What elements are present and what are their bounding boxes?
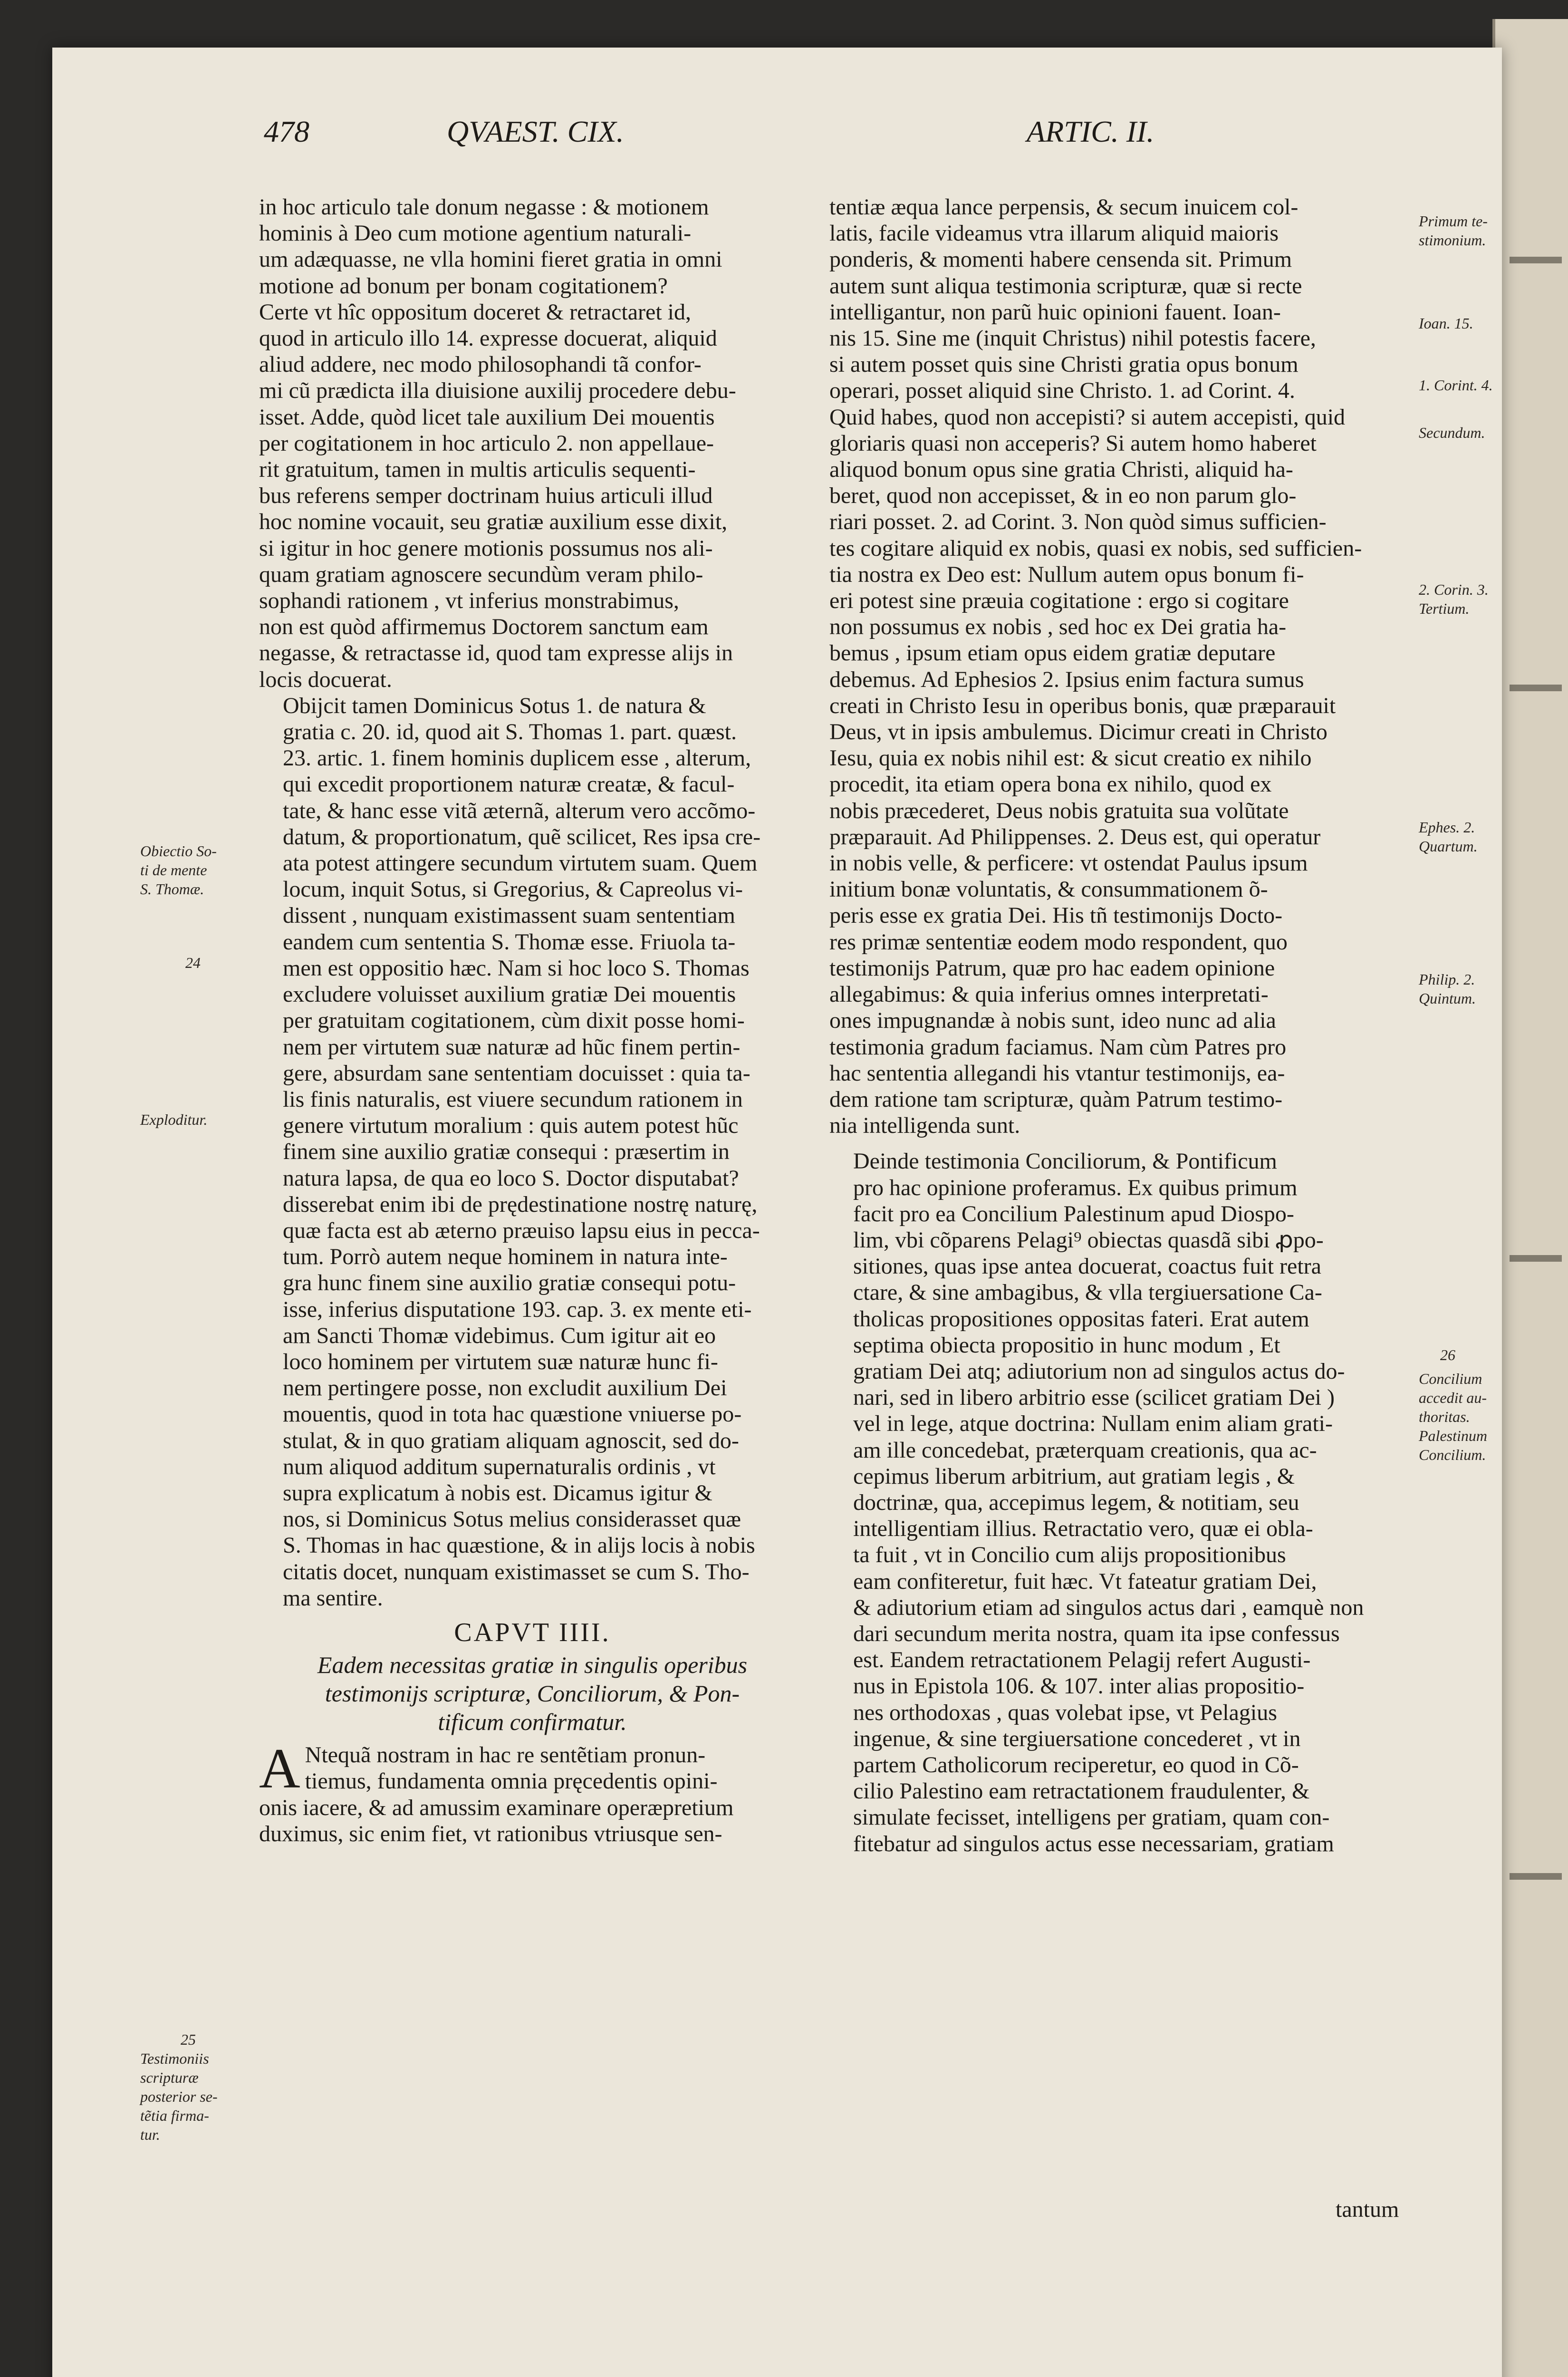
margin-note-primum: Primum te- stimonium. (1419, 213, 1488, 249)
margin-note-concilium: Concilium accedit au- thoritas. Palestinum Concilium. (1419, 1370, 1487, 1463)
margin-note-secundum: Secundum. (1419, 424, 1485, 441)
paragraph: A Ntequã nostram in hac re sentẽtiam pronun- tiemus, fundamenta omnia pręcedentis opini- onis iacere, & ad amussim examinare operæpretium duximus, sic enim fiet, vt rationibus vtriusque sen- (259, 1737, 734, 1846)
chapter-subtitle: Eadem necessitas gratiæ in singulis operibus testimonijs scripturæ, Conciliorum, & Pon- tificum confirmatur. (317, 1652, 748, 1736)
margin-note-ioan: Ioan. 15. (1419, 315, 1473, 332)
chapter-title: CAPVT IIII. (454, 1617, 611, 1647)
margin-note-objectio: Obiectio So- ti de mente S. Thomæ. (140, 842, 217, 898)
running-head-quaestio: QVAEST. CIX. (447, 115, 624, 148)
margin-note-corint: 1. Corint. 4. (1419, 377, 1493, 394)
margin-note-testimoniis: Testimoniis scripturæ posterior se- tẽtia firma- tur. (140, 2050, 218, 2143)
paragraph: Obijcit tamen Dominicus Sotus 1. de natura & gratia c. 20. id, quod ait S. Thomas 1. part. quæst. 23. artic. 1. finem hominis duplicem esse , alterum, qui excedit proportionem naturæ creatæ, & facul- tate, & hanc esse vitã æternã, alterum vero accõmo- datum, & proportionatum, quẽ scilicet, Res ipsa cre- ata potest attingere secundum virtutem suam. Quem locum, inquit Sotus, si Gregorius, & Capreolus vi- dissent , nunquam existimassent suam sententiam eandem cum sententia S. Thomæ esse. Friuola ta- men est oppositio hæc. Nam si hoc loco S. Thomas excludere voluisset auxilium gratiæ Dei mouentis per gratuitam cogitationem, cùm dixit posse homi- nem per virtutem suæ naturæ ad hũc finem pertin- gere, absurdam sane sententiam docuisset : quia ta- lis finis naturalis, est viuere secundum rationem in genere virtutum moralium : quis autem potest hũc finem sine auxilio gratiæ consequi : præsertim in natura lapsa, de qua eo loco S. Doctor disputabat? disserebat enim ibi de prędestinatione nostrę naturę, quæ facta est ab æterno præuiso lapsu eius in pecca- tum. Porrò autem neque hominem in natura inte- gra hunc finem sine auxilio gratiæ consequi potu- isse, inferius disputatione 193. cap. 3. ex mente eti- am Sancti Thomæ videbimus. Cum igitur ait eo loco hominem per virtutem suæ naturæ hunc fi- nem pertingere posse, non excludit auxilium Dei mouentis, quod in tota hac quæstione vniuerse po- stulat, & in quo gratiam aliquam agnoscit, sed do- num aliquod additum supernaturalis ordinis , vt supra explicatum à nobis est. Dicamus igitur & nos, si Dominicus Sotus melius considerasset quæ S. Thomas in hac quæstione, & in alijs locis à nobis citatis docet, nunquam existimasset se cum S. Tho- ma sentire. (283, 693, 761, 1611)
paragraph: in hoc articulo tale donum negasse : & motionem hominis à Deo cum motione agentium naturali- um adæquasse, ne vlla homini fieret gratia in omni motione ad bonum per bonam cogitationem? Certe vt hîc oppositum doceret & retractaret id, quod in articulo illo 14. expresse docuerat, aliquid aliud addere, nec modo philosophandi tã confor- mi cũ prædicta illa diuisione auxilij procedere debu- isset. Adde, quòd licet tale auxilium Dei mouentis per cogitationem in hoc articulo 2. non appellaue- rit gratuitum, tamen in multis articulis sequenti- bus referens semper doctrinam huius articuli illud hoc nomine vocauit, seu gratiæ auxilium esse dixit, si igitur in hoc genere motionis possumus nos ali- quam gratiam agnoscere secundùm veram philo- sophandi rationem , vt inferius monstrabimus, non est quòd affirmemus Doctorem sanctum eam negasse, & retractasse id, quod tam expresse alijs in locis docuerat. (259, 194, 736, 692)
margin-number: 26 (1440, 1346, 1455, 1363)
margin-number: 24 (185, 954, 201, 971)
paragraph: tentiæ æqua lance perpensis, & secum inuicem col- latis, facile videamus vtra illarum aliquid maioris ponderis, & momenti habere censenda sit. Primum autem sunt aliqua testimonia scripturæ, quæ si recte intelligantur, non parũ huic opinioni fauent. Ioan- nis 15. Sine me (inquit Christus) nihil potestis facere, si autem posset quis sine Christi gratia opus bonum operari, posset aliquid sine Christo. 1. ad Corint. 4. Quid habes, quod non accepisti? si autem accepisti, quid gloriaris quasi non acceperis? Si autem homo haberet aliquod bonum opus sine gratia Christi, aliquid ha- beret, quod non accepisset, & in eo non parum glo- riari posset. 2. ad Corint. 3. Non quòd simus sufficien- tes cogitare aliquid ex nobis, quasi ex nobis, sed sufficien- tia nostra ex Deo est: Nullum autem opus bonum fi- eri potest sine præuia cogitatione : ergo si cogitare non possumus ex nobis , sed hoc ex Dei gratia ha- bemus , ipsum etiam opus eidem gratiæ deputare debemus. Ad Ephesios 2. Ipsius enim factura sumus creati in Christo Iesu in operibus bonis, quæ præparauit Deus, vt in ipsis ambulemus. Dicimur creati in Christo Iesu, quia ex nobis nihil est: & sicut creatio ex nihilo procedit, ita etiam opera bona ex nihilo, quod ex nobis præcederet, Deus nobis gratuita sua volũtate præparauit. Ad Philippenses. 2. Deus est, qui operatur in nobis velle, & perficere: vt ostendat Paulus ipsum initium bonæ voluntatis, & consummationem õ- peris esse ex gratia Dei. His tñ testimonijs Docto- res primæ sententiæ eodem modo respondent, quo testimonijs Patrum, quæ pro hac eadem opinione allegabimus: & quia inferius omnes interpretati- ones impugnandæ à nobis sunt, ideo nunc ad alia testimonia gradum faciamus. Nam cùm Patres pro hac sententia allegandi his vtantur testimonijs, ea- dem ratione tam scripturæ, quàm Patrum testimo- nia intelligenda sunt. (829, 194, 1362, 1139)
margin-note-quartum: Ephes. 2. Quartum. (1419, 819, 1478, 855)
margin-note-exploditur: Exploditur. (140, 1111, 208, 1128)
next-page-edge (1492, 19, 1568, 2377)
margin-note-tertium: 2. Corin. 3. Tertium. (1419, 581, 1489, 617)
catchword: tantum (1336, 2197, 1399, 2222)
running-head-articulus: ARTIC. II. (1027, 115, 1154, 148)
right-column (829, 194, 1390, 1857)
left-column (259, 194, 806, 1847)
page-number: 478 (264, 115, 309, 148)
margin-note-quintum: Philip. 2. Quintum. (1419, 971, 1476, 1007)
paragraph: Deinde testimonia Conciliorum, & Pontificum pro hac opinione proferamus. Ex quibus primum facit pro ea Concilium Palestinum apud Diospo- lim, vbi cõparens Pelagi⁹ obiectas quasdã sibi ꝓpo- sitiones, quas ipse antea docuerat, coactus fuit retra ctare, & sine ambagibus, & vlla tergiuersatione Ca- tholicas propositiones oppositas fateri. Erat autem septima obiecta propositio in hunc modum , Et gratiam Dei atq; adiutorium non ad singulos actus do- nari, sed in libero arbitrio esse (scilicet gratiam Dei ) vel in lege, atque doctrina: Nullam enim aliam grati- am ille concedebat, præterquam creationis, qua ac- cepimus liberum arbitrium, aut gratiam legis , & doctrinæ, qua, accepimus legem, & notitiam, seu intelligentiam illius. Retractatio vero, quæ ei obla- ta fuit , vt in Concilio cum alijs propositionibus eam confiteretur, fuit hæc. Vt fateatur gratiam Dei, & adiutorium etiam ad singulos actus dari , eamquè non dari secundum merita nostra, quam ita ipse confessus est. Eandem retractationem Pelagij refert Augusti- nus in Epistola 106. & 107. inter alias propositio- nes orthodoxas , quas volebat ipse, vt Pelagius ingenue, & sine tergiuersatione concederet , vt in partem Catholicorum reciperetur, eo quod in Cõ- cilio Palestino eam retractationem fraudulenter, & simulate fecisset, intelligens per gratiam, quam con- fitebatur ad singulos actus esse necessariam, gratiam (853, 1149, 1364, 1856)
margin-number: 25 (181, 2031, 196, 2048)
drop-capital: A (259, 1737, 300, 1800)
